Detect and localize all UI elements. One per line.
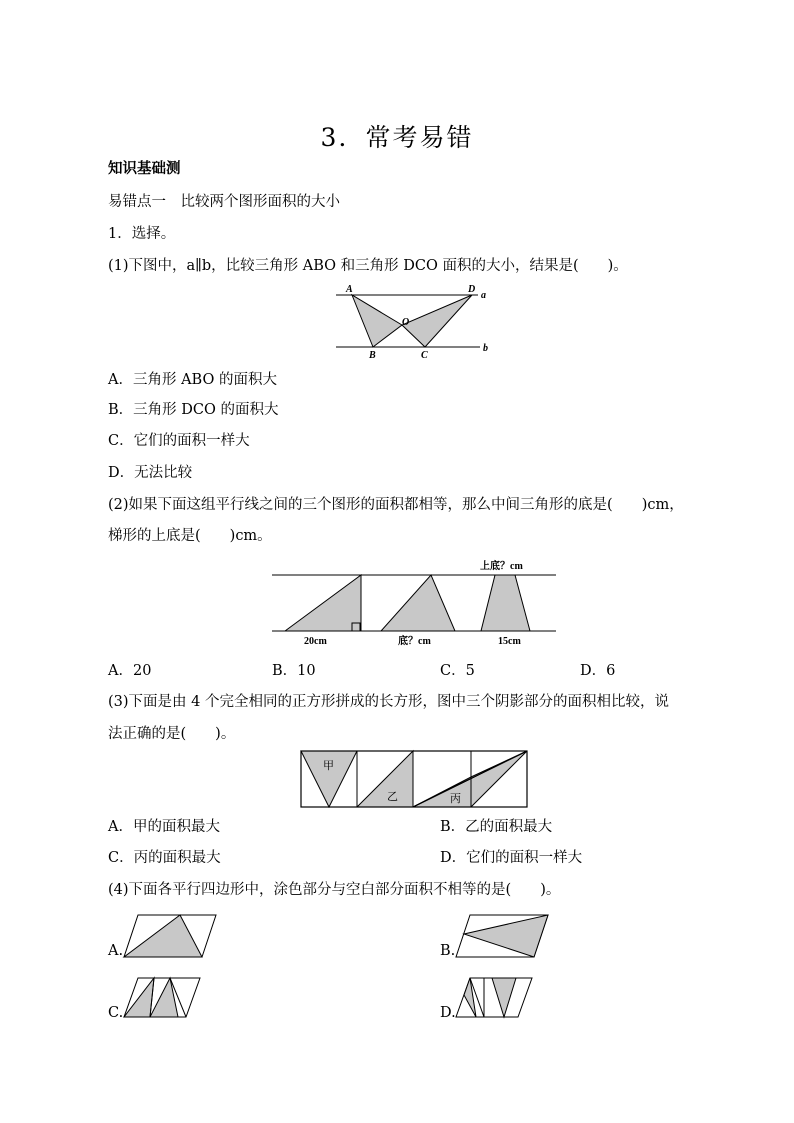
- triangle-abo: [352, 295, 402, 347]
- label-yi: 乙: [387, 791, 398, 803]
- label-base-20: 20cm: [304, 636, 327, 647]
- problem-1-figure: [330, 282, 500, 362]
- problem-4-label-c: C.: [108, 1005, 124, 1021]
- right-triangle: [285, 575, 361, 631]
- page-title: 3．常考易错: [320, 123, 474, 152]
- problem-1-option-a: A．三角形 ABO 的面积大: [108, 372, 277, 388]
- problem-2-option-a: A．20: [108, 663, 152, 679]
- problem-1-option-c: C．它们的面积一样大: [108, 433, 250, 449]
- problem-2-figure: [268, 556, 560, 650]
- problem-3-figure: [298, 749, 532, 811]
- problem-1-stem: (1)下图中，a∥b，比较三角形 ABO 和三角形 DCO 面积的大小，结果是( )。: [108, 258, 628, 274]
- problem-2-option-c: C．5: [440, 663, 475, 679]
- middle-triangle: [381, 575, 455, 631]
- problem-1-option-d: D．无法比较: [108, 465, 193, 481]
- parallelogram-a: [122, 912, 220, 960]
- label-c-point: C: [421, 350, 428, 361]
- label-line-b: b: [483, 343, 488, 354]
- label-bing: 丙: [450, 793, 461, 805]
- problem-2-option-d: D．6: [580, 663, 616, 679]
- problem-3-option-d: D．它们的面积一样大: [440, 850, 583, 866]
- parallelogram-d: [454, 975, 536, 1021]
- problem-2-stem-line-2: 梯形的上底是( )cm。: [108, 528, 272, 544]
- label-jia: 甲: [323, 760, 334, 772]
- problem-3-stem-line-2: 法正确的是( )。: [108, 726, 236, 742]
- label-a-point: A: [346, 284, 353, 295]
- problem-4-label-d: D.: [440, 1005, 456, 1021]
- label-line-a: a: [481, 290, 486, 301]
- error-point-heading: 易错点一 比较两个图形面积的大小: [108, 194, 340, 210]
- parallelogram-b: [454, 912, 552, 960]
- problem-2-stem-line-1: (2)如果下面这组平行线之间的三个图形的面积都相等，那么中间三角形的底是( )cm，: [108, 497, 684, 513]
- problem-3-option-a: A．甲的面积最大: [108, 819, 220, 835]
- problem-4-label-a: A.: [108, 943, 124, 959]
- label-o-point: O: [402, 317, 410, 328]
- label-base-unknown: 底？cm: [398, 636, 431, 647]
- problem-1-option-b: B．三角形 DCO 的面积大: [108, 402, 279, 418]
- parallelogram-c: [122, 975, 204, 1021]
- problem-4-label-b: B.: [440, 943, 456, 959]
- shaded-yi: [357, 751, 413, 807]
- problem-3-stem-line-1: (3)下面是由 4 个完全相同的正方形拼成的长方形，图中三个阴影部分的面积相比较，说: [108, 694, 669, 710]
- label-d-point: D: [468, 284, 476, 295]
- label-b-point: B: [369, 350, 376, 361]
- trapezoid: [481, 575, 530, 631]
- problem-3-option-c: C．丙的面积最大: [108, 850, 221, 866]
- label-base-15: 15cm: [498, 636, 521, 647]
- problem-4-stem: (4)下面各平行四边形中，涂色部分与空白部分面积不相等的是( )。: [108, 882, 561, 898]
- label-top-base: 上底？cm: [480, 561, 523, 572]
- section-heading: 知识基础测: [108, 160, 181, 177]
- triangle-dco: [402, 295, 472, 347]
- question-1-heading: 1．选择。: [108, 226, 176, 242]
- problem-2-option-b: B．10: [272, 663, 316, 679]
- problem-3-option-b: B．乙的面积最大: [440, 819, 553, 835]
